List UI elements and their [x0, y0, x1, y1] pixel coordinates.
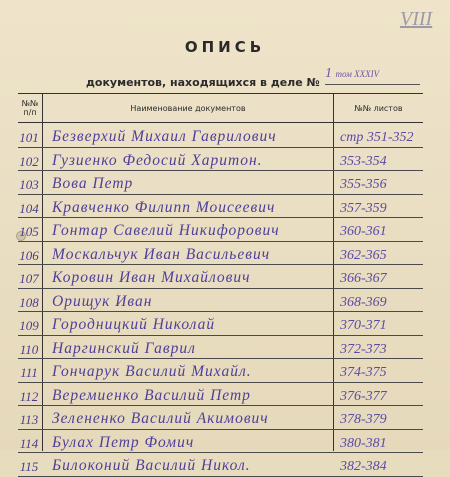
- row-number: 110: [19, 341, 39, 357]
- row-number: 112: [19, 388, 39, 404]
- table-row: [18, 194, 423, 219]
- sheet-numbers: 355-356: [340, 177, 387, 192]
- table-row: [18, 264, 423, 289]
- sheet-numbers: 372-373: [340, 341, 387, 357]
- table-row: [18, 358, 423, 383]
- col-header-sheets: №№ листов: [354, 103, 403, 113]
- sheet-numbers: стр 351-352: [340, 130, 414, 145]
- document-name: Коровин Иван Михайлович: [52, 269, 251, 286]
- table-row: [18, 241, 423, 266]
- sheet-numbers: 368-369: [340, 294, 387, 310]
- document-name: Гузиенко Федосий Харитон.: [52, 151, 263, 169]
- document-name: Веремиенко Василий Петр: [52, 386, 251, 404]
- table-row: [18, 288, 423, 313]
- sheet-numbers: 378-379: [340, 412, 387, 427]
- sheet-numbers: 376-377: [340, 388, 387, 404]
- row-number: 105: [19, 224, 39, 239]
- row-number: 109: [19, 318, 39, 333]
- document-name: Зелененко Василий Акимович: [52, 410, 269, 427]
- row-number: 103: [19, 177, 39, 192]
- sheet-numbers: 374-375: [340, 365, 387, 380]
- row-number: 108: [19, 294, 39, 310]
- row-number: 115: [19, 459, 39, 474]
- document-name: Москальчук Иван Васильевич: [52, 245, 271, 263]
- document-name: Вова Петр: [52, 175, 134, 192]
- row-number: 102: [19, 153, 39, 169]
- document-name: Гонтар Савелий Никифорович: [52, 222, 280, 239]
- sheet-numbers: 357-359: [340, 200, 387, 216]
- document-name: Безверхий Михаил Гаврилович: [52, 128, 277, 145]
- row-number: 107: [19, 271, 39, 286]
- sheet-numbers: 370-371: [340, 318, 387, 333]
- row-number: 106: [19, 247, 39, 263]
- row-number: 104: [19, 200, 39, 216]
- table-row: [18, 335, 423, 360]
- sheet-numbers: 380-381: [340, 435, 387, 451]
- row-number: 114: [19, 435, 39, 451]
- inventory-table: [18, 93, 423, 474]
- table-row: [18, 170, 423, 195]
- row-number: 101: [19, 130, 39, 145]
- case-annotation: том XXXIV: [335, 69, 380, 79]
- row-number: 113: [19, 412, 39, 427]
- document-name: Городницкий Николай: [52, 316, 216, 333]
- subtitle: документов, находящихся в деле №: [86, 76, 320, 89]
- sheet-numbers: 362-365: [340, 247, 387, 263]
- table-row: [18, 147, 423, 172]
- document-name: Орищук Иван: [52, 292, 153, 310]
- sheet-numbers: 382-384: [340, 459, 387, 474]
- document-name: Наргинский Гаврил: [52, 339, 196, 357]
- case-number: 1: [325, 66, 332, 81]
- table-row: [18, 405, 423, 430]
- sheet-numbers: 353-354: [340, 153, 387, 169]
- table-row: [18, 452, 423, 477]
- sheet-numbers: 366-367: [340, 271, 387, 286]
- case-number-field: [325, 66, 420, 85]
- roman-numeral: VIII: [400, 8, 433, 30]
- table-row: [18, 429, 423, 454]
- page-title: ОПИСЬ: [184, 38, 266, 56]
- document-name: Билоконий Василий Никол.: [52, 457, 251, 474]
- table-row: [18, 217, 423, 242]
- document-name: Кравченко Филипп Моисеевич: [52, 198, 276, 216]
- row-number: 111: [20, 365, 38, 380]
- document-name: Булах Петр Фомич: [52, 433, 195, 451]
- table-row: [18, 123, 423, 148]
- document-name: Гончарук Василий Михайл.: [52, 363, 252, 380]
- table-row: [18, 311, 423, 336]
- sheet-numbers: 360-361: [340, 224, 387, 239]
- table-row: [18, 382, 423, 407]
- col-header-num: №№ п/п: [21, 99, 39, 117]
- table-header: [18, 94, 423, 123]
- col-header-name: Наименование документов: [130, 103, 246, 113]
